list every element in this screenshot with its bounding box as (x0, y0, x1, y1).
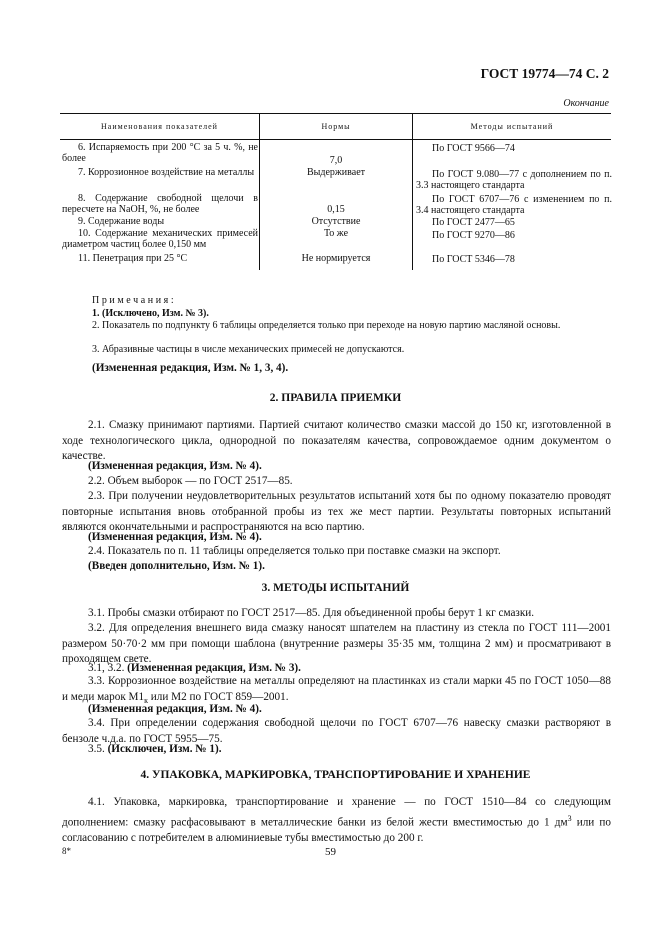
paragraph-2-1: 2.1. Смазку принимают партиями. Партией считают количество смазки массой до 150 кг, изготовленной в ходе технологического цикла, однородной по показателям качества, сопровождаемое одним документом о качестве. (62, 419, 611, 463)
paragraph-4-1 (62, 795, 611, 847)
paragraph-3-2: 3.2. Для определения внешнего вида смазку наносят шпателем на пластину из стекла по ГОСТ 111—2001 размером 50·70·2 мм при помощи шаблона (внутренние размеры 35·35 мм, толщина 2 мм) и просматривают в проходящем свете. (62, 622, 611, 666)
footer-signature-mark: 8* (62, 846, 71, 856)
table-top-rule (60, 113, 611, 114)
table-row-name: 11. Пенетрация при 25 °С (78, 253, 188, 264)
table-column-divider (412, 113, 413, 270)
table-col-header-method: Методы испытаний (470, 122, 554, 131)
section-3-title: 3. МЕТОДЫ ИСПЫТАНИЙ (261, 582, 410, 594)
table-row-norm: Не нормируется (301, 253, 371, 264)
table-row-method: По ГОСТ 2477—65 (432, 217, 515, 228)
table-row-norm: То же (323, 228, 349, 239)
table-row-name: 8. Содержание свободной щелочи в пересчете на NaOH, %, не более (62, 193, 258, 216)
table-row-norm: 0,15 (327, 204, 345, 215)
subscript-k: к (144, 695, 148, 705)
edition-mark: (Введен дополнительно, Изм. № 1). (88, 560, 265, 572)
edition-mark-text: (Измененная редакция, Изм. № 3). (127, 662, 301, 674)
paragraph-3-1: 3.1. Пробы смазки отбирают по ГОСТ 2517—85. Для объединенной пробы берут 1 кг смазки. (88, 607, 535, 619)
paragraph-3-4: 3.4. При определении содержания свободной щелочи по ГОСТ 6707—76 навеску смазки растворяют в бензоле ч.д.а. по ГОСТ 5955—75. (62, 717, 611, 745)
table-col-header-norm: Нормы (321, 122, 351, 131)
superscript-3: 3 (567, 813, 572, 823)
paragraph-2-2: 2.2. Объем выборок — по ГОСТ 2517—85. (88, 475, 293, 487)
paragraph-3-5 (88, 742, 222, 758)
section-4-title: 4. УПАКОВКА, МАРКИРОВКА, ТРАНСПОРТИРОВАНИЕ И ХРАНЕНИЕ (140, 769, 531, 781)
paragraph-3-5-text: (Исключен, Изм. № 1). (107, 743, 222, 755)
edition-mark-prefix: 3.1, 3.2. (88, 662, 125, 674)
table-row-method: По ГОСТ 5346—78 (432, 254, 515, 265)
table-row-method: По ГОСТ 9.080—77 с дополнением по п. 3.3 настоящего стандарта (416, 169, 612, 192)
paragraph-3-3-text: 3.3. Коррозионное воздействие на металлы определяют на пластинках из стали марки 45 по ГОСТ 1050—88 и меди марок М1 (62, 675, 611, 703)
notes-edition-mark: (Измененная редакция, Изм. № 1, 3, 4). (92, 362, 289, 374)
table-row-method: По ГОСТ 9566—74 (432, 143, 515, 154)
table-row-method: По ГОСТ 6707—76 с изменением по п. 3.4 настоящего стандарта (416, 194, 612, 217)
section-2-title: 2. ПРАВИЛА ПРИЕМКИ (269, 392, 402, 404)
table-row-norm: Выдерживает (306, 167, 365, 178)
edition-mark: (Измененная редакция, Изм. № 4). (88, 460, 262, 472)
table-row-norm: 7,0 (329, 155, 343, 166)
table-col-header-name: Наименования показателей (101, 122, 218, 131)
paragraph-4-1-text-end: или по согласованию с потребителем в алюминиевые тубы вместимостью до 200 г. (62, 816, 612, 844)
paragraph-2-3: 2.3. При получении неудовлетворительных результатов испытаний хотя бы по одному показателю проводят повторные испытания вновь отобранной пробы из тех же мест партии. Результаты повторных испытаний являются окончательными и распространяются на всю партию. (62, 490, 611, 534)
edition-mark: (Измененная редакция, Изм. № 4). (88, 531, 262, 543)
paragraph-2-4: 2.4. Показатель по п. 11 таблицы определяется только при поставке смазки на экспорт. (88, 545, 501, 557)
table-row-norm: Отсутствие (311, 216, 361, 227)
table-header-rule (60, 139, 611, 140)
note-1: 1. (Исключено, Изм. № 3). (92, 308, 209, 319)
table-row-name: 7. Коррозионное воздействие на металлы (78, 167, 255, 178)
table-row-method: По ГОСТ 9270—86 (432, 230, 515, 241)
paragraph-4-1-text: 4.1. Упаковка, маркировка, транспортирование и хранение — по ГОСТ 1510—84 со следующим дополнением: смазку расфасовывают в металлические банки из белой жести вместимостью до 1 дм (62, 796, 611, 829)
table-row-name: 9. Содержание воды (78, 216, 165, 227)
paragraph-3-3-text-end: или М2 по ГОСТ 859—2001. (147, 690, 289, 703)
note-3: 3. Абразивные частицы в числе механических примесей не допускаются. (92, 344, 405, 355)
notes-title: Примечания: (92, 295, 177, 306)
note-2: 2. Показатель по подпункту 6 таблицы определяется только при переходе на новую партию масляной основы. (92, 320, 561, 331)
table-row-name: 10. Содержание механических примесей диаметром частиц более 0,150 мм (62, 228, 258, 251)
table-column-divider (259, 113, 260, 270)
paragraph-3-5-number: 3.5. (88, 743, 105, 755)
page-number: 59 (325, 846, 336, 858)
table-continuation-label: Окончание (563, 98, 609, 109)
table-row-name: 6. Испаряемость при 200 °С за 5 ч. %, не более (62, 142, 258, 165)
page-header-title: ГОСТ 19774—74 С. 2 (480, 66, 609, 81)
edition-mark: (Измененная редакция, Изм. № 4). (88, 703, 262, 715)
